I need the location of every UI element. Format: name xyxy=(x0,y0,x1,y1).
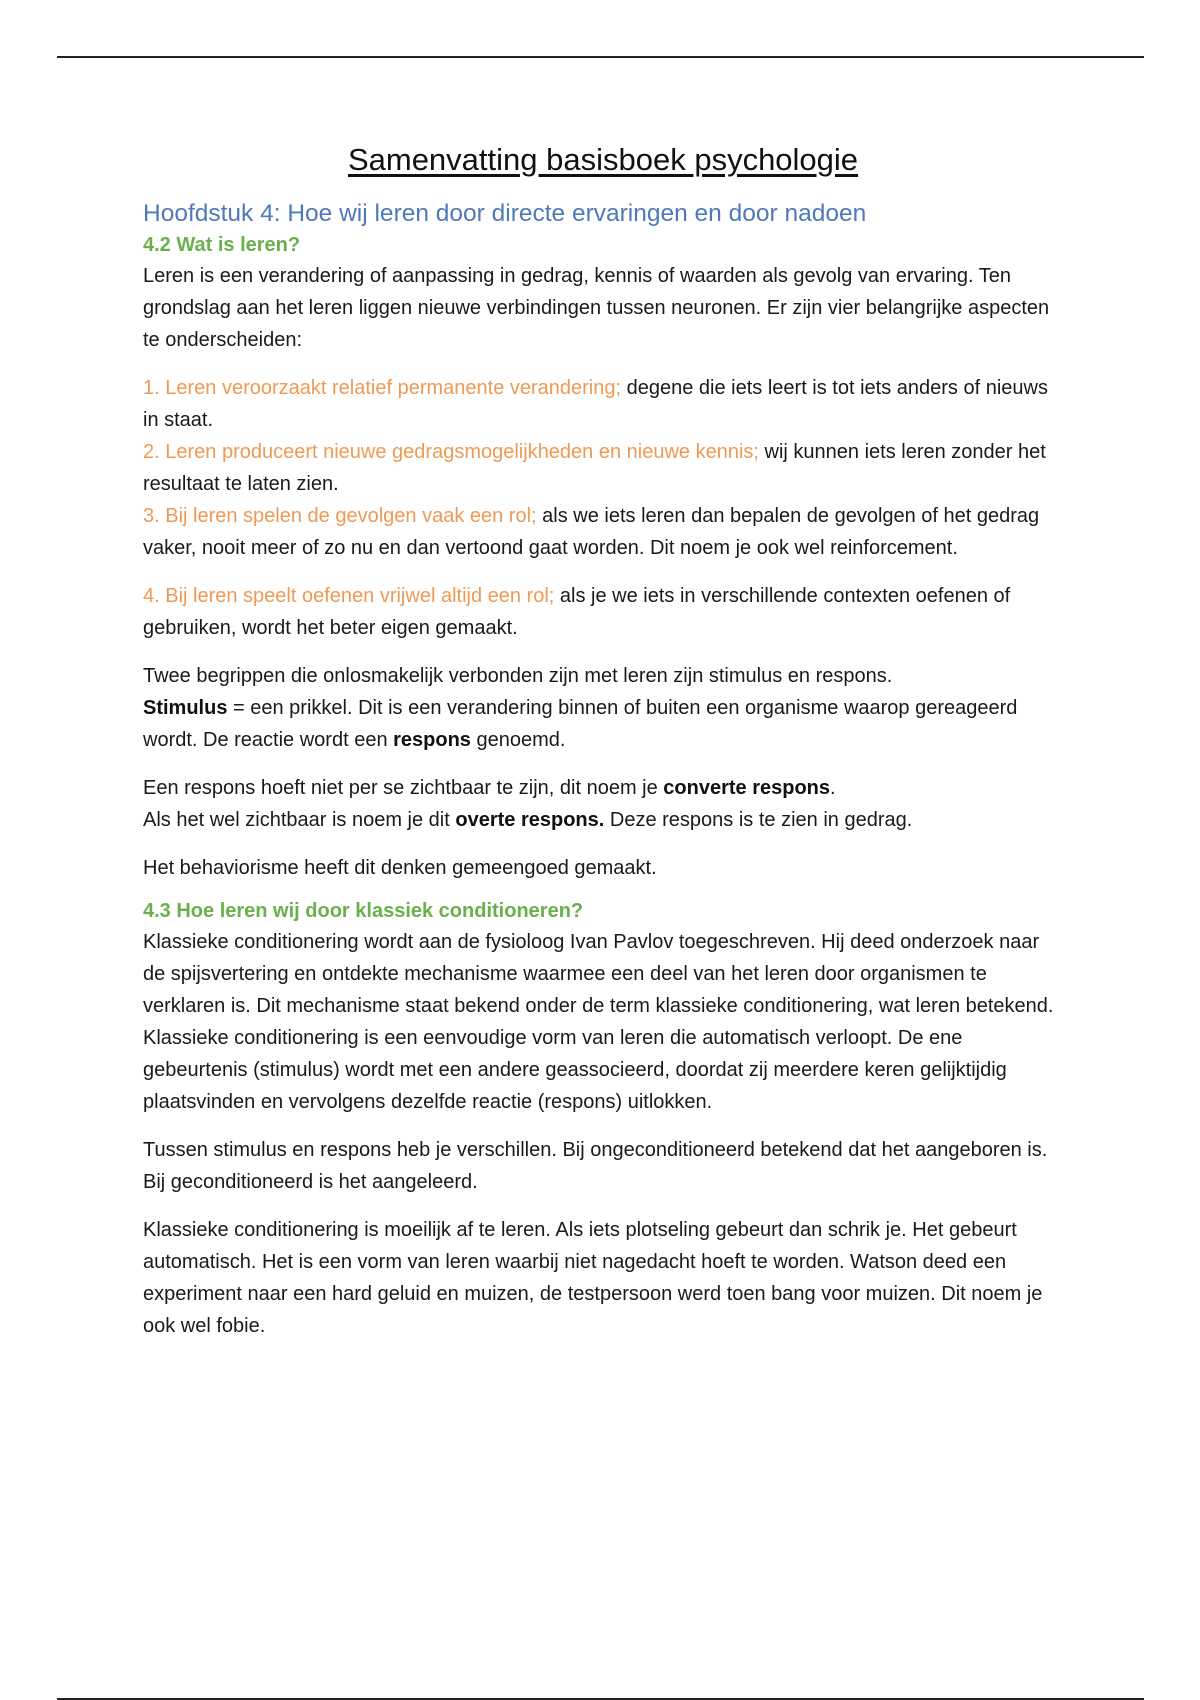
respons-period: . xyxy=(830,777,836,799)
respons-text: Als het wel zichtbaar is noem je dit xyxy=(143,809,456,831)
header-rule xyxy=(57,56,1144,58)
term-converte-respons: converte respons xyxy=(663,777,831,799)
respons-text: Een respons hoeft niet per se zichtbaar te zijn, dit noem je xyxy=(143,777,664,799)
respons-paragraph xyxy=(143,772,1063,836)
document-title: Samenvatting basisboek psychologie xyxy=(347,142,859,177)
aspect-heading: 4. Bij leren speelt oefenen vrijwel altijd een rol; xyxy=(143,585,555,607)
stimulus-definition xyxy=(143,692,1063,756)
respons-line-1 xyxy=(143,772,1063,804)
section-heading-4-3: 4.3 Hoe leren wij door klassiek conditioneren? xyxy=(143,900,584,922)
aspect-item-3 xyxy=(143,500,1063,564)
classic-paragraph-1: Klassieke conditionering wordt aan de fysioloog Ivan Pavlov toegeschreven. Hij deed onderzoek naar de spijsvertering en ontdekte mechanisme waarmee een deel van het leren door organismen te verklaren is. Dit mechanisme staat bekend onder de term klassieke conditionering, wat leren betekend. Klassieke conditionering is een eenvoudige vorm van leren die automatisch verloopt. De ene gebeurtenis (stimulus) wordt met een andere geassocieerd, doordat zij meerdere keren gelijktijdig plaatsvinden en vervolgens dezelfde reactie (respons) uitlokken. xyxy=(143,931,1054,1113)
term-respons: respons xyxy=(393,729,471,751)
aspect-heading: 2. Leren produceert nieuwe gedragsmogelijkheden en nieuwe kennis; xyxy=(143,441,759,463)
classic-paragraph-3: Klassieke conditionering is moeilijk af te leren. Als iets plotseling gebeurt dan schrik je. Het gebeurt automatisch. Het is een vorm van leren waarbij niet nagedacht hoeft te worden. Watson deed een experiment naar een hard geluid en muizen, de testpersoon werd toen bang voor muizen. Dit noem je ook wel fobie. xyxy=(143,1219,1043,1337)
aspect-item-1 xyxy=(143,372,1063,436)
term-overte-respons: overte respons. xyxy=(455,809,605,831)
aspect-text: als je we iets in verschillende contexten oefenen of gebruiken, wordt het beter eigen gemaakt. xyxy=(143,585,1011,639)
document-body xyxy=(143,142,1063,1342)
aspect-item-2 xyxy=(143,436,1063,500)
stimulus-text-end: genoemd. xyxy=(470,729,566,751)
aspect-text: wij kunnen iets leren zonder het resultaat te laten zien. xyxy=(143,441,1046,495)
aspect-text: degene die iets leert is tot iets anders of nieuws in staat. xyxy=(143,377,1048,431)
section-heading-4-2: 4.2 Wat is leren? xyxy=(143,234,301,256)
aspect-list xyxy=(143,372,1063,564)
respons-text-end: Deze respons is te zien in gedrag. xyxy=(604,809,913,831)
aspect-text: als we iets leren dan bepalen de gevolgen of het gedrag vaker, nooit meer of zo nu en dan vertoond gaat worden. Dit noem je ook wel reinforcement. xyxy=(143,505,1040,559)
aspect-item-4 xyxy=(143,580,1063,644)
chapter-heading: Hoofdstuk 4: Hoe wij leren door directe ervaringen en door nadoen xyxy=(143,200,867,227)
stimulus-line: Twee begrippen die onlosmakelijk verbonden zijn met leren zijn stimulus en respons. xyxy=(143,665,893,687)
aspect-heading: 3. Bij leren spelen de gevolgen vaak een rol; xyxy=(143,505,537,527)
respons-line-2 xyxy=(143,804,1063,836)
aspect-heading: 1. Leren veroorzaakt relatief permanente verandering; xyxy=(143,377,622,399)
stimulus-text: = een prikkel. Dit is een verandering binnen of buiten een organisme waarop gereageerd wordt. De reactie wordt een xyxy=(143,697,1018,751)
intro-paragraph: Leren is een verandering of aanpassing in gedrag, kennis of waarden als gevolg van ervaring. Ten grondslag aan het leren liggen nieuwe verbindingen tussen neuronen. Er zijn vier belangrijke aspecten te onderscheiden: xyxy=(143,265,1050,351)
term-stimulus: Stimulus xyxy=(143,697,228,719)
stimulus-paragraph xyxy=(143,660,1063,756)
classic-paragraph-2: Tussen stimulus en respons heb je verschillen. Bij ongeconditioneerd betekend dat het aangeboren is. Bij geconditioneerd is het aangeleerd. xyxy=(143,1139,1048,1193)
behaviorism-paragraph: Het behaviorisme heeft dit denken gemeengoed gemaakt. xyxy=(143,857,657,879)
